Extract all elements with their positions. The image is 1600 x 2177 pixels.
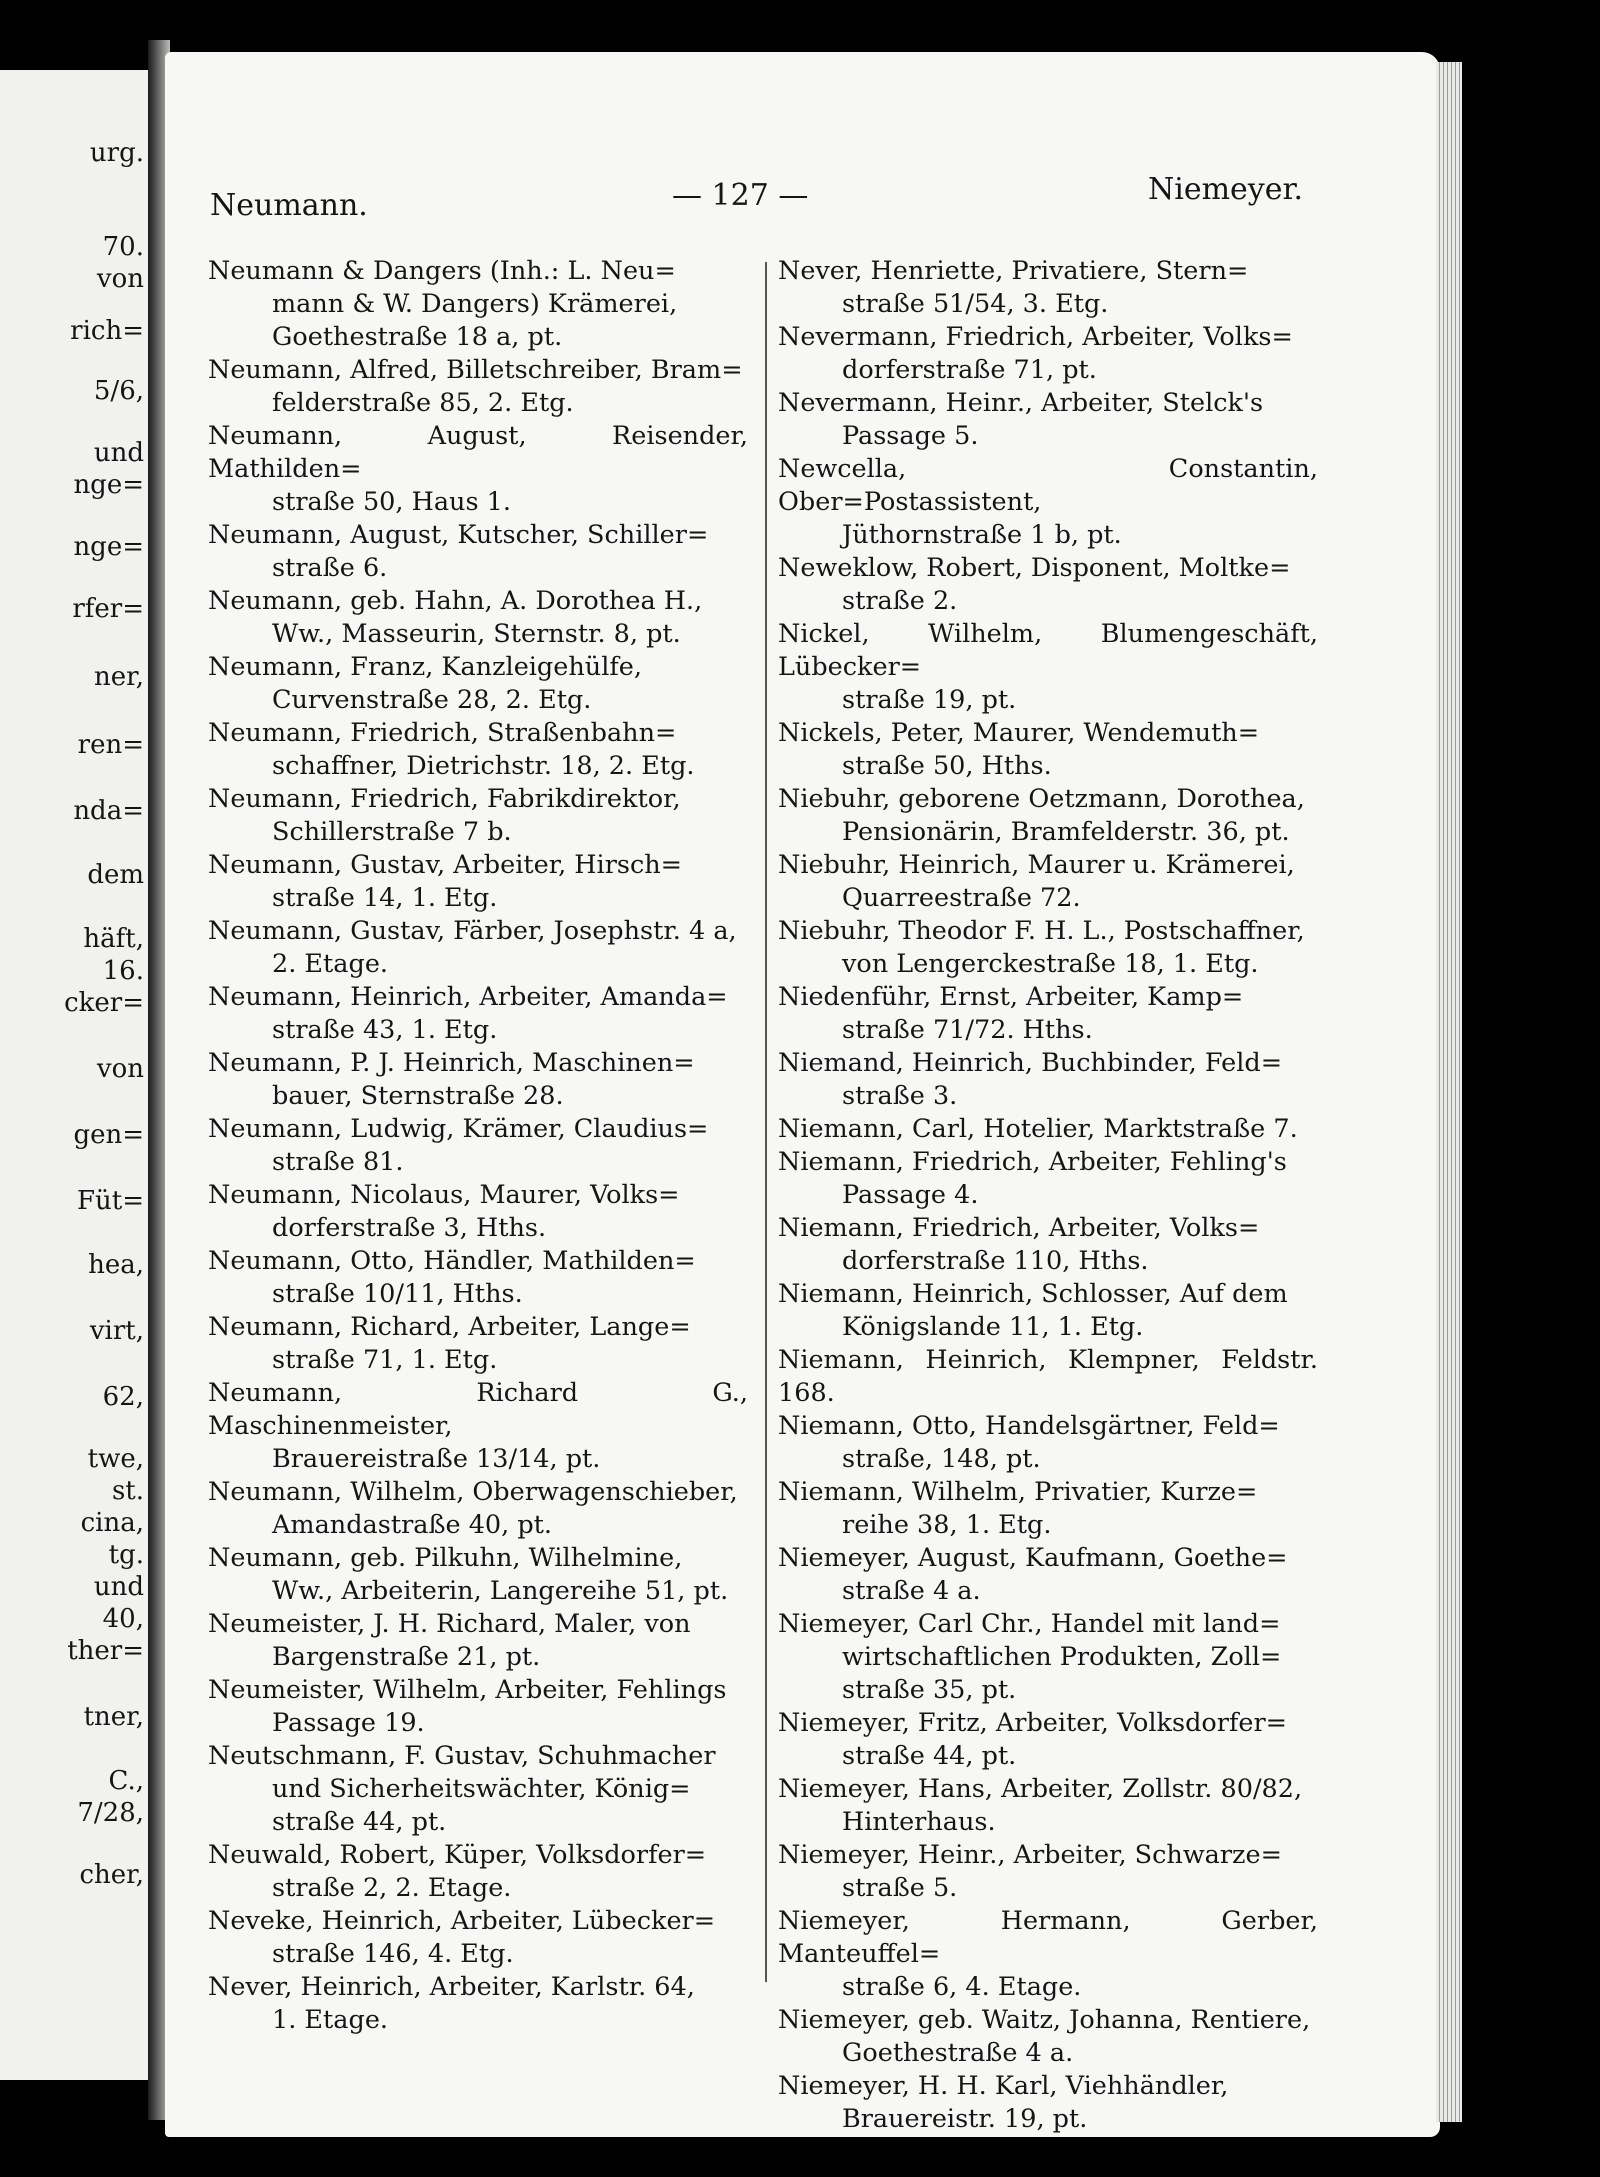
directory-entry (208, 1377, 748, 1476)
entry-continuation-line: straße 35, pt. (842, 1675, 1017, 1705)
directory-entry (208, 717, 748, 783)
facing-page-text-fragment: 40, (102, 1604, 144, 1634)
entry-first-line: Niemann, Carl, Hotelier, Marktstraße 7. (778, 1114, 1298, 1144)
directory-entry (208, 1542, 748, 1608)
facing-page-text-fragment: twe, (87, 1444, 144, 1474)
directory-entry (208, 1245, 748, 1311)
entry-first-line: Nevermann, Heinr., Arbeiter, Stelck's (778, 388, 1264, 418)
facing-page-text-fragment: hea, (88, 1250, 144, 1280)
entry-first-line: Nickel, Wilhelm, Blumengeschäft, Lübecker= (778, 619, 1318, 682)
directory-entry (208, 585, 748, 651)
entry-continuation-line: wirtschaftlichen Produkten, Zoll= (842, 1642, 1282, 1672)
entry-continuation-line: 1. Etage. (272, 2005, 389, 2035)
facing-page-text-fragment: 62, (102, 1382, 144, 1412)
entry-first-line: Niemeyer, Hans, Arbeiter, Zollstr. 80/82, (778, 1774, 1303, 1804)
entry-first-line: Niemeyer, H. H. Karl, Viehhändler, (778, 2071, 1229, 2101)
directory-entry (208, 1179, 748, 1245)
entry-continuation-line: Schillerstraße 7 b. (272, 817, 512, 847)
directory-entry (208, 651, 748, 717)
entry-first-line: Neumeister, Wilhelm, Arbeiter, Fehlings (208, 1675, 727, 1705)
entry-first-line: Neumann, Friedrich, Fabrikdirektor, (208, 784, 681, 814)
entry-first-line: Never, Henriette, Privatiere, Stern= (778, 256, 1249, 286)
facing-page-text-fragment: ther= (67, 1636, 144, 1666)
entry-first-line: Niemeyer, Hermann, Gerber, Manteuffel= (778, 1906, 1318, 1969)
entry-first-line: Nickels, Peter, Maurer, Wendemuth= (778, 718, 1260, 748)
facing-page-text-fragment: rfer= (72, 594, 144, 624)
entry-first-line: Niebuhr, Heinrich, Maurer u. Krämerei, (778, 850, 1295, 880)
entry-continuation-line: Königslande 11, 1. Etg. (842, 1312, 1144, 1342)
entry-first-line: Neweklow, Robert, Disponent, Moltke= (778, 553, 1291, 583)
entry-first-line: Neumann, August, Reisender, Mathilden= (208, 421, 748, 484)
directory-entry (208, 420, 748, 519)
entry-first-line: Neumann, Gustav, Färber, Josephstr. 4 a, (208, 916, 737, 946)
entry-first-line: Neumann, Heinrich, Arbeiter, Amanda= (208, 982, 728, 1012)
entry-first-line: Never, Heinrich, Arbeiter, Karlstr. 64, (208, 1972, 695, 2002)
directory-entry (208, 1608, 748, 1674)
directory-entry (778, 1905, 1318, 2004)
entry-continuation-line: Ww., Masseurin, Sternstr. 8, pt. (272, 619, 681, 649)
facing-page-text-fragment: häft, (83, 924, 144, 954)
facing-page-text-fragment: urg. (89, 138, 144, 168)
directory-entry (778, 453, 1318, 552)
directory-entry (778, 255, 1318, 321)
entry-first-line: Niedenführ, Ernst, Arbeiter, Kamp= (778, 982, 1244, 1012)
entry-continuation-line: straße 2. (842, 586, 958, 616)
entry-continuation-line: Quarreestraße 72. (842, 883, 1081, 913)
directory-entry (778, 783, 1318, 849)
entry-first-line: Niemann, Friedrich, Arbeiter, Volks= (778, 1213, 1260, 1243)
entry-continuation-line: straße 71/72. Hths. (842, 1015, 1093, 1045)
facing-page-text-fragment: virt, (89, 1316, 144, 1346)
right-column (778, 255, 1318, 2136)
entry-continuation-line: Ww., Arbeiterin, Langereihe 51, pt. (272, 1576, 729, 1606)
entry-continuation-line: straße 146, 4. Etg. (272, 1939, 514, 1969)
directory-entry (778, 1047, 1318, 1113)
entry-continuation-line: straße 50, Haus 1. (272, 487, 512, 517)
directory-entry (208, 1113, 748, 1179)
directory-entry (208, 981, 748, 1047)
entry-continuation-line: Amandastraße 40, pt. (272, 1510, 553, 1540)
entry-first-line: Niemann, Wilhelm, Privatier, Kurze= (778, 1477, 1258, 1507)
facing-page-text-fragment: ren= (77, 730, 144, 760)
page-edge (1436, 62, 1462, 2122)
entry-continuation-line: straße 14, 1. Etg. (272, 883, 498, 913)
entry-continuation-line: und Sicherheitswächter, König= (272, 1774, 691, 1804)
entry-continuation-line: mann & W. Dangers) Krämerei, (272, 289, 678, 319)
facing-page-text-fragment: von (96, 264, 144, 294)
directory-entry (778, 321, 1318, 387)
entry-continuation-line: straße 51/54, 3. Etg. (842, 289, 1109, 319)
directory-entry (778, 981, 1318, 1047)
facing-page-text-fragment: rich= (70, 316, 144, 346)
entry-first-line: Neumann, P. J. Heinrich, Maschinen= (208, 1048, 695, 1078)
directory-entry (208, 849, 748, 915)
entry-continuation-line: straße 5. (842, 1873, 958, 1903)
entry-continuation-line: bauer, Sternstraße 28. (272, 1081, 564, 1111)
entry-first-line: Neutschmann, F. Gustav, Schuhmacher (208, 1741, 716, 1771)
directory-entry (208, 519, 748, 585)
entry-first-line: Neumann, Otto, Händler, Mathilden= (208, 1246, 696, 1276)
entry-continuation-line: straße 6. (272, 553, 388, 583)
directory-entry (778, 1608, 1318, 1707)
entry-first-line: Neumann, Franz, Kanzleigehülfe, (208, 652, 642, 682)
entry-continuation-line: straße 10/11, Hths. (272, 1279, 523, 1309)
entry-first-line: Newcella, Constantin, Ober=Postassistent, (778, 454, 1318, 517)
entry-continuation-line: felderstraße 85, 2. Etg. (272, 388, 574, 418)
entry-continuation-line: straße 81. (272, 1147, 404, 1177)
facing-page-text-fragment: dem (87, 860, 144, 890)
entry-continuation-line: straße 43, 1. Etg. (272, 1015, 498, 1045)
entry-continuation-line: straße 44, pt. (842, 1741, 1017, 1771)
directory-entry (778, 1344, 1318, 1410)
entry-continuation-line: straße 50, Hths. (842, 751, 1052, 781)
entry-continuation-line: straße 71, 1. Etg. (272, 1345, 498, 1375)
facing-page-text-fragment: ner, (94, 662, 144, 692)
facing-page-text-fragment: st. (111, 1476, 144, 1506)
entry-continuation-line: Brauereistr. 19, pt. (842, 2104, 1088, 2134)
directory-entry (208, 1311, 748, 1377)
facing-page-text-fragment: gen= (73, 1120, 144, 1150)
entry-first-line: Niemann, Friedrich, Arbeiter, Fehling's (778, 1147, 1287, 1177)
entry-continuation-line: Hinterhaus. (842, 1807, 996, 1837)
entry-continuation-line: straße 3. (842, 1081, 958, 1111)
directory-entry (208, 915, 748, 981)
directory-entry (208, 354, 748, 420)
directory-entry (778, 387, 1318, 453)
facing-page-text-fragment: Füt= (76, 1186, 144, 1216)
facing-page-text-fragment: 5/6, (93, 376, 144, 406)
entry-first-line: Niebuhr, Theodor F. H. L., Postschaffner, (778, 916, 1305, 946)
left-column (208, 255, 748, 2037)
directory-entry (778, 1476, 1318, 1542)
entry-first-line: Niemann, Heinrich, Klempner, Feldstr. 168. (778, 1345, 1318, 1408)
directory-entry (778, 915, 1318, 981)
facing-page-text-fragment: cher, (79, 1860, 144, 1890)
directory-entry (208, 255, 748, 354)
directory-entry (778, 1839, 1318, 1905)
entry-continuation-line: Goethestraße 4 a. (842, 2038, 1074, 2068)
entry-first-line: Niemeyer, Fritz, Arbeiter, Volksdorfer= (778, 1708, 1288, 1738)
directory-entry (778, 552, 1318, 618)
entry-continuation-line: Curvenstraße 28, 2. Etg. (272, 685, 592, 715)
entry-first-line: Neumann, Alfred, Billetschreiber, Bram= (208, 355, 743, 385)
directory-entry (778, 2004, 1318, 2070)
page-number: — 127 — (672, 178, 809, 213)
directory-entry (778, 1278, 1318, 1344)
directory-entry (208, 1674, 748, 1740)
entry-first-line: Neumann & Dangers (Inh.: L. Neu= (208, 256, 676, 286)
entry-first-line: Niemeyer, Heinr., Arbeiter, Schwarze= (778, 1840, 1282, 1870)
entry-first-line: Niemand, Heinrich, Buchbinder, Feld= (778, 1048, 1283, 1078)
entry-continuation-line: dorferstraße 71, pt. (842, 355, 1097, 385)
entry-continuation-line: 2. Etage. (272, 949, 389, 979)
entry-first-line: Niemann, Heinrich, Schlosser, Auf dem (778, 1279, 1288, 1309)
entry-continuation-line: Passage 5. (842, 421, 979, 451)
entry-continuation-line: reihe 38, 1. Etg. (842, 1510, 1052, 1540)
entry-continuation-line: Passage 4. (842, 1180, 979, 1210)
running-head-left: Neumann. (210, 188, 368, 223)
entry-continuation-line: schaffner, Dietrichstr. 18, 2. Etg. (272, 751, 695, 781)
directory-entry (208, 1905, 748, 1971)
facing-page-text-fragment: C., (108, 1766, 144, 1796)
entry-first-line: Neumann, Richard G., Maschinenmeister, (208, 1378, 748, 1441)
directory-entry (208, 1047, 748, 1113)
entry-first-line: Niebuhr, geborene Oetzmann, Dorothea, (778, 784, 1305, 814)
directory-entry (778, 1212, 1318, 1278)
facing-page-text-fragment: tg. (108, 1540, 144, 1570)
facing-page-text-fragment: 7/28, (77, 1798, 144, 1828)
column-divider (765, 262, 767, 1982)
page-header (0, 140, 1600, 223)
directory-entry (208, 1740, 748, 1839)
entry-continuation-line: dorferstraße 110, Hths. (842, 1246, 1149, 1276)
entry-continuation-line: Bargenstraße 21, pt. (272, 1642, 541, 1672)
entry-continuation-line: Jüthornstraße 1 b, pt. (842, 520, 1122, 550)
directory-entry (778, 849, 1318, 915)
entry-first-line: Neumann, Friedrich, Straßenbahn= (208, 718, 677, 748)
facing-page-text-fragment: cina, (80, 1508, 144, 1538)
entry-first-line: Niemeyer, August, Kaufmann, Goethe= (778, 1543, 1288, 1573)
facing-page-text-fragment: nge= (73, 532, 144, 562)
entry-continuation-line: von Lengerckestraße 18, 1. Etg. (842, 949, 1259, 979)
facing-page-text-fragment: tner, (83, 1702, 144, 1732)
entry-continuation-line: straße 2, 2. Etage. (272, 1873, 512, 1903)
entry-continuation-line: Brauereistraße 13/14, pt. (272, 1444, 601, 1474)
facing-page-fragment (0, 70, 152, 2080)
facing-page-text-fragment: und (93, 438, 144, 468)
entry-continuation-line: Pensionärin, Bramfelderstr. 36, pt. (842, 817, 1290, 847)
entry-first-line: Neumann, Gustav, Arbeiter, Hirsch= (208, 850, 683, 880)
directory-entry (778, 1410, 1318, 1476)
facing-page-text-fragment: nge= (73, 470, 144, 500)
directory-entry (778, 1773, 1318, 1839)
entry-continuation-line: Passage 19. (272, 1708, 425, 1738)
entry-first-line: Neumann, Richard, Arbeiter, Lange= (208, 1312, 691, 1342)
facing-page-text-fragment: 70. (102, 232, 144, 262)
entry-first-line: Niemeyer, Carl Chr., Handel mit land= (778, 1609, 1281, 1639)
entry-first-line: Niemeyer, geb. Waitz, Johanna, Rentiere, (778, 2005, 1311, 2035)
entry-first-line: Neumann, Nicolaus, Maurer, Volks= (208, 1180, 680, 1210)
directory-entry (778, 717, 1318, 783)
directory-entry (778, 1113, 1318, 1146)
directory-entry (208, 1839, 748, 1905)
entry-first-line: Neumann, geb. Pilkuhn, Wilhelmine, (208, 1543, 683, 1573)
directory-entry (778, 1542, 1318, 1608)
entry-first-line: Neumann, geb. Hahn, A. Dorothea H., (208, 586, 703, 616)
entry-first-line: Neumann, August, Kutscher, Schiller= (208, 520, 709, 550)
directory-entry (778, 1707, 1318, 1773)
facing-page-text-fragment: 16. (102, 956, 144, 986)
entry-first-line: Neumann, Wilhelm, Oberwagenschieber, (208, 1477, 738, 1507)
directory-entry (208, 783, 748, 849)
entry-first-line: Neuwald, Robert, Küper, Volksdorfer= (208, 1840, 707, 1870)
directory-entry (778, 618, 1318, 717)
entry-continuation-line: straße, 148, pt. (842, 1444, 1041, 1474)
facing-page-text-fragment: nda= (73, 796, 144, 826)
entry-first-line: Neumann, Ludwig, Krämer, Claudius= (208, 1114, 709, 1144)
directory-entry (208, 1971, 748, 2037)
entry-continuation-line: Goethestraße 18 a, pt. (272, 322, 563, 352)
entry-continuation-line: straße 19, pt. (842, 685, 1017, 715)
entry-first-line: Niemann, Otto, Handelsgärtner, Feld= (778, 1411, 1280, 1441)
entry-continuation-line: straße 44, pt. (272, 1807, 447, 1837)
directory-entry (778, 2070, 1318, 2136)
entry-continuation-line: straße 4 a. (842, 1576, 981, 1606)
facing-page-text-fragment: von (96, 1054, 144, 1084)
facing-page-text-fragment: cker= (64, 988, 144, 1018)
entry-continuation-line: straße 6, 4. Etage. (842, 1972, 1082, 2002)
entry-first-line: Neumeister, J. H. Richard, Maler, von (208, 1609, 691, 1639)
entry-first-line: Nevermann, Friedrich, Arbeiter, Volks= (778, 322, 1293, 352)
facing-page-text-fragment: und (93, 1572, 144, 1602)
entry-continuation-line: dorferstraße 3, Hths. (272, 1213, 547, 1243)
entry-first-line: Neveke, Heinrich, Arbeiter, Lübecker= (208, 1906, 716, 1936)
directory-entry (208, 1476, 748, 1542)
running-head-right: Niemeyer. (1148, 172, 1304, 207)
directory-entry (778, 1146, 1318, 1212)
